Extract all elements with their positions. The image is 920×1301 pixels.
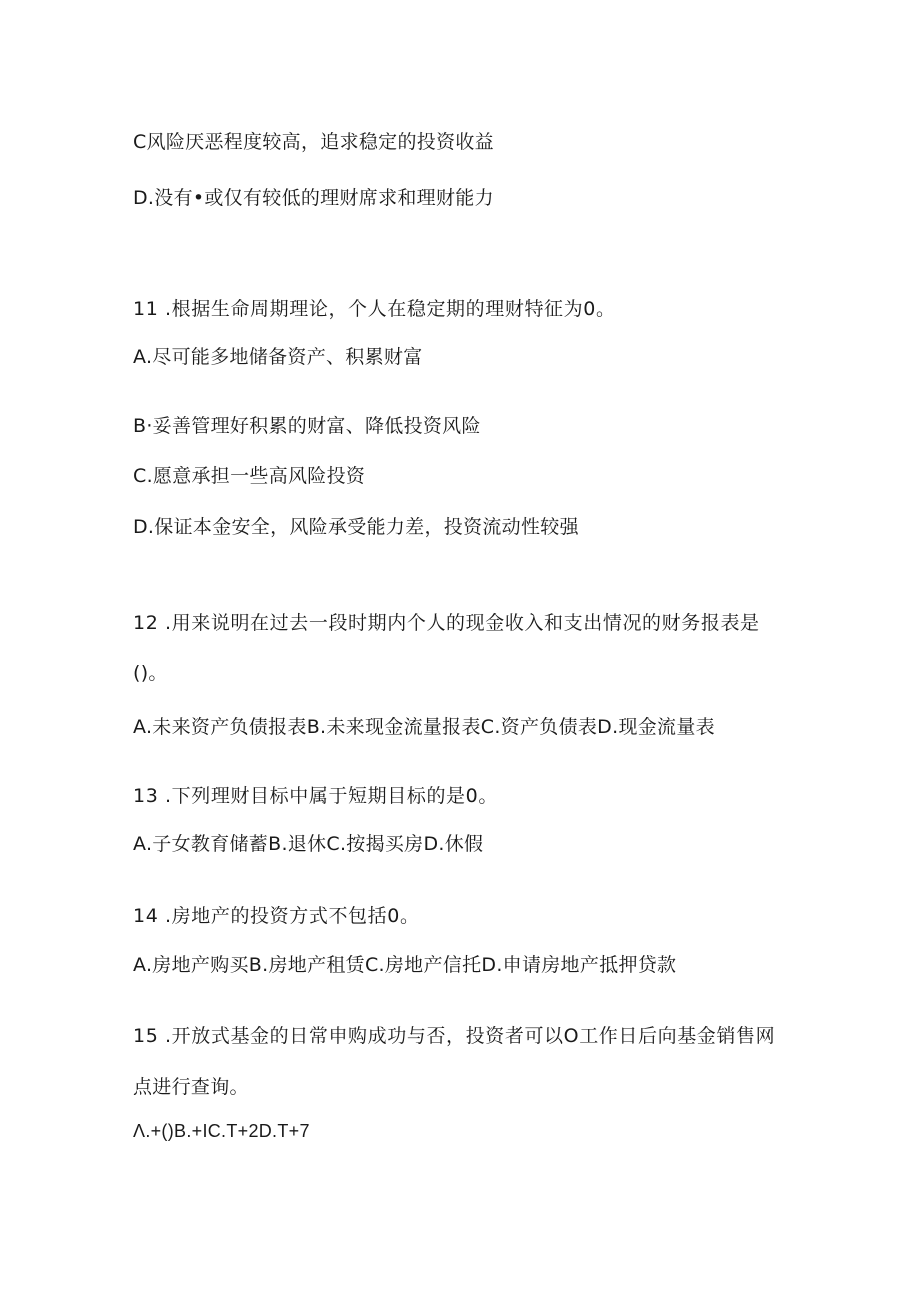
question-13: 13 .下列理财目标中属于短期目标的是0。 <box>133 785 498 807</box>
option-c-line: C风险厌恶程度较高，追求稳定的投资收益 <box>133 131 494 153</box>
q11-option-a: A.尽可能多地储备资产、积累财富 <box>133 346 423 368</box>
question-15: 15 .开放式基金的日常申购成功与否，投资者可以O工作日后向基金销售网 <box>133 1025 776 1047</box>
question-11: 11 .根据生命周期理论，个人在稳定期的理财特征为0。 <box>133 298 616 320</box>
q14-options: A.房地产购买B.房地产租赁C.房地产信托D.申请房地产抵押贷款 <box>133 954 677 976</box>
q11-option-d: D.保证本金安全，风险承受能力差，投资流动性较强 <box>133 516 579 538</box>
q12-options: A.未来资产负债报表B.未来现金流量报表C.资产负债表D.现金流量表 <box>133 716 715 738</box>
q11-option-b: B·妥善管理好积累的财富、降低投资风险 <box>133 415 481 437</box>
question-12: 12 .用来说明在过去一段时期内个人的现金收入和支出情况的财务报表是 <box>133 612 760 634</box>
q13-options: A.子女教育储蓄B.退休C.按揭买房D.休假 <box>133 833 484 855</box>
question-15-continued: 点进行查询。 <box>133 1076 249 1098</box>
q15-options: Λ.+()B.+IC.T+2D.T+7 <box>133 1121 310 1141</box>
question-12-continued: ()。 <box>133 662 168 684</box>
option-d-line: D.没有•或仅有较低的理财席求和理财能力 <box>133 187 494 209</box>
q11-option-c: C.愿意承担一些高风险投资 <box>133 465 366 487</box>
question-14: 14 .房地产的投资方式不包括0。 <box>133 905 420 927</box>
